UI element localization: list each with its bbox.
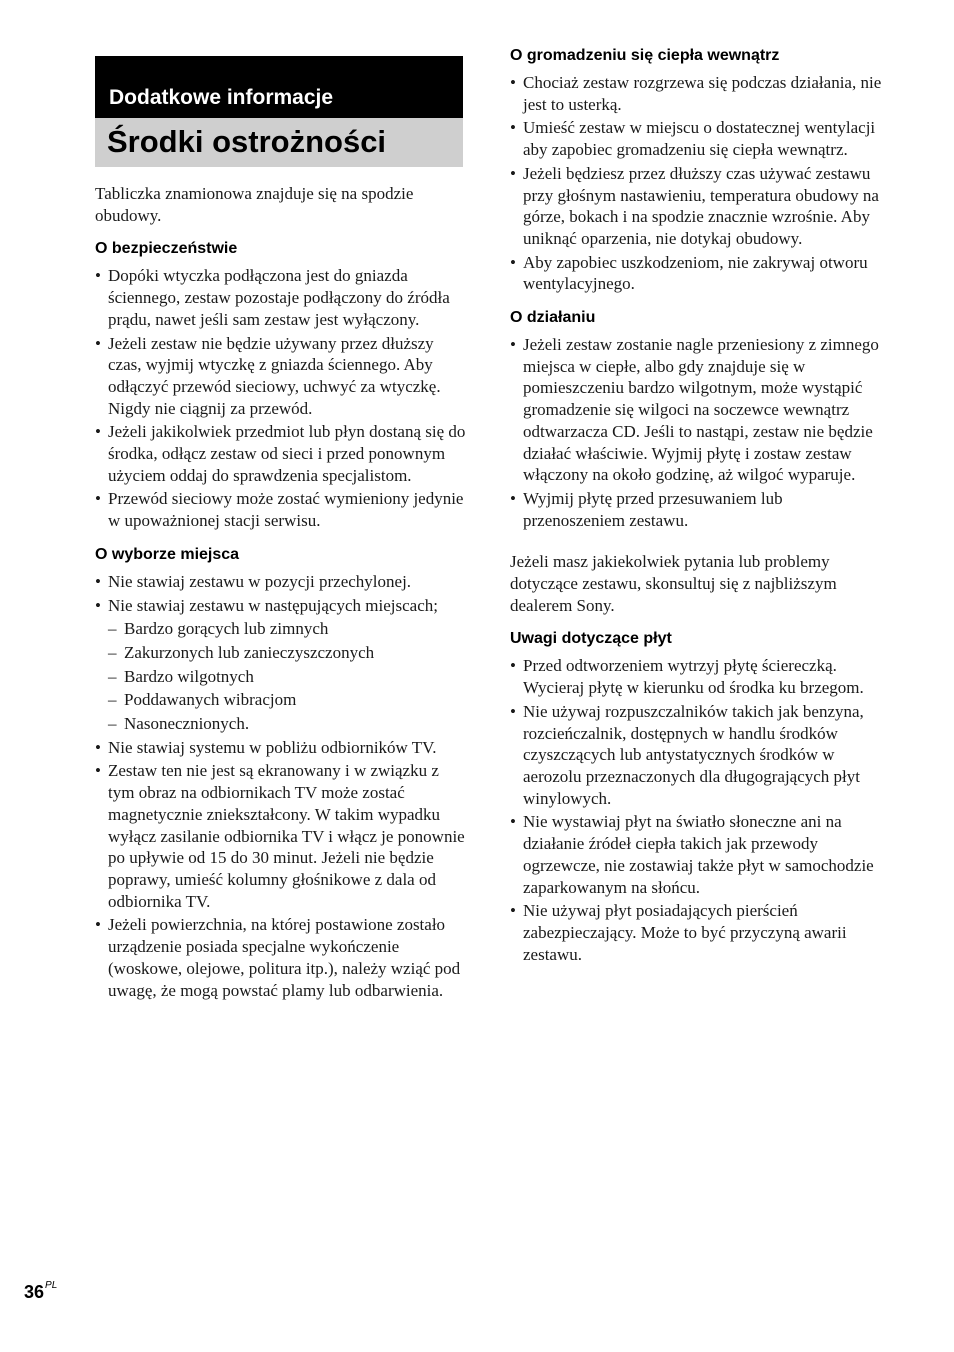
section-banner [95,56,463,118]
contact-paragraph: Jeżeli masz jakiekolwiek pytania lub problemy dotyczące zestawu, skonsultuj się z najbliższym dealerem Sony. [510,552,837,615]
discs-list [510,655,882,965]
right-column [510,45,882,967]
list-item: • Jeżeli zestaw zostanie nagle przeniesiony z zimnego miejsca w ciepłe, albo gdy znajduje się w pomieszczeniu bardzo wilgotnym, może wystąpić gromadzenie się wilgoci na soczewce wewnątrz odtwarzacza CD. Jeśli to nastąpi, zestaw nie będzie działać właściwie. Wyjmij płytę i zostaw zestaw włączony na około godzinę, aż wilgoć wyparuje. [510,334,882,486]
list-item: • Jeżeli jakikolwiek przedmiot lub płyn dostaną się do środka, odłącz zestaw od sieci i przed ponownym użyciem oddaj do sprawdzenia specjalistom. [95,421,467,486]
intro-paragraph: Tabliczka znamionowa znajduje się na spodzie obudowy. [95,184,414,225]
placement-list-continued [95,737,467,1001]
sublist-item: – Zakurzonych lub zanieczyszczonych [95,642,467,664]
list-item: • Aby zapobiec uszkodzeniom, nie zakrywaj otworu wentylacyjnego. [510,252,882,295]
list-item: • Nie stawiaj zestawu w następujących miejscach; [95,595,467,617]
sublist-item: – Bardzo gorących lub zimnych [95,618,467,640]
title-banner [95,118,463,167]
operation-list [510,334,882,531]
operation-heading: O działaniu [510,309,596,327]
list-item: • Jeżeli zestaw nie będzie używany przez dłuższy czas, wyjmij wtyczkę z gniazda ściennego. Aby odłączyć przewód sieciowy, uchwyć za wtyczkę. Nigdy nie ciągnij za przewód. [95,333,467,420]
list-item: • Nie używaj rozpuszczalników takich jak benzyna, rozcieńczalnik, dostępnych w handlu środków czyszczących lub antystatycznych środków w aerozolu przeznaczonych dla długogrających płyt winylowych. [510,701,882,810]
list-item: • Przewód sieciowy może zostać wymieniony jedynie w upoważnionej stacji serwisu. [95,488,467,531]
list-item: • Nie wystawiaj płyt na światło słoneczne ani na działanie źródeł ciepła takich jak przewody ogrzewcze, nie zostawiaj także płyt w samochodzie zaparkowanym na słońcu. [510,811,882,898]
list-item: • Jeżeli będziesz przez dłuższy czas używać zestawu przy głośnym nastawieniu, temperatura obudowy na górze, bokach i na spodzie znacznie wzrośnie. Aby uniknąć oparzenia, nie dotykaj obudowy. [510,163,882,250]
safety-list [95,265,467,531]
sublist-item: – Bardzo wilgotnych [95,666,467,688]
spacer [510,533,882,551]
list-item: • Nie używaj płyt posiadających pierścień zabezpieczający. Może to być przyczyną awarii zestawu. [510,900,882,965]
list-item: • Przed odtworzeniem wytrzyj płytę ściereczką. Wycieraj płytę w kierunku od środka ku brzegom. [510,655,882,698]
list-item: • Umieść zestaw w miejscu o dostatecznej wentylacji aby zapobiec gromadzeniu się ciepła wewnątrz. [510,117,882,160]
list-item: • Jeżeli powierzchnia, na której postawione zostało urządzenie posiada specjalne wykończenie (woskowe, olejowe, politura itp.), należy wziąć pod uwagę, że mogą powstać plamy lub odbarwienia. [95,914,467,1001]
placement-sublist [95,618,467,735]
page-title: Środki ostrożności [107,124,387,159]
list-item: • Chociaż zestaw rozgrzewa się podczas działania, nie jest to usterką. [510,72,882,115]
page-language: PL [45,1280,58,1291]
list-item: • Dopóki wtyczka podłączona jest do gniazda ściennego, zestaw pozostaje podłączony do źródła prądu, nawet jeśli sam zestaw jest wyłączony. [95,265,467,330]
list-item: • Nie stawiaj zestawu w pozycji przechylonej. [95,571,467,593]
safety-heading: O bezpieczeństwie [95,240,238,258]
discs-heading: Uwagi dotyczące płyt [510,630,672,648]
heat-heading: O gromadzeniu się ciepła wewnątrz [510,47,780,64]
sublist-item: – Poddawanych wibracjom [95,689,467,711]
section-header [95,56,463,167]
list-item: • Zestaw ten nie jest są ekranowany i w związku z tym obraz na odbiornikach TV może zostać magnetycznie zniekształcony. W takim wypadku wyłącz zasilanie odbiornika TV i włącz je ponownie po upływie od 15 do 30 minut. Jeżeli nie będzie poprawy, umieść kolumny głośnikowe z dala od odbiornika TV. [95,760,467,912]
list-item: • Wyjmij płytę przed przesuwaniem lub przenoszeniem zestawu. [510,488,882,531]
placement-heading: O wyborze miejsca [95,545,240,563]
heat-list [510,72,882,295]
placement-list [95,571,467,616]
section-label: Dodatkowe informacje [109,86,334,109]
page-number [24,1282,57,1303]
list-item: • Nie stawiaj systemu w pobliżu odbiorników TV. [95,737,467,759]
sublist-item: – Nasonecznionych. [95,713,467,735]
left-column [95,183,467,1003]
page-number-value: 36 [24,1282,45,1302]
